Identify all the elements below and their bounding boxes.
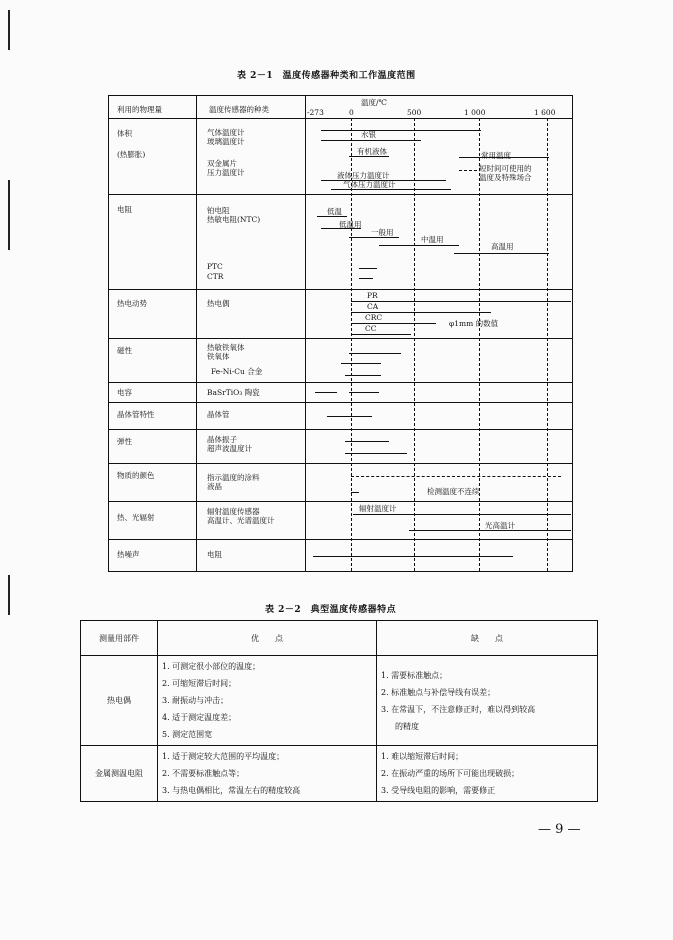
range-label: 常用温度	[481, 151, 511, 160]
range-label: CRC	[365, 313, 383, 322]
cons-item: 2. 标准触点与补偿导线有误差；	[381, 687, 496, 697]
pros-item: 2. 不需要标准触点等；	[162, 769, 245, 778]
range-label: 水银	[361, 130, 376, 139]
range-label: 有机液体	[357, 147, 387, 156]
page-edge-mark	[8, 10, 10, 50]
cons-item: 1. 需要标准触点；	[381, 670, 448, 680]
header-pros: 优 点	[158, 621, 377, 656]
sensor-type: 高温计、光谱温度计	[207, 516, 275, 525]
part-name: 热电偶	[81, 656, 158, 746]
sensor-type: 压力温度计	[207, 168, 245, 177]
sensor-type: 热敏铁氧体	[207, 343, 245, 352]
quantity-label: 热电动势	[117, 299, 147, 308]
page-number: — 9 —	[538, 822, 581, 837]
sensor-type: 热敏电阻(NTC)	[207, 215, 261, 224]
cons-item: 3. 受导线电阻的影响，需要修正	[381, 786, 496, 795]
header-quantity: 利用的物理量	[117, 105, 162, 114]
header-part: 测量用部件	[81, 621, 158, 656]
range-label: 温度及特殊场合	[479, 173, 532, 182]
pros-item: 4. 适于测定温度差；	[162, 713, 237, 722]
range-label: 短时间可使用的	[479, 164, 532, 173]
range-label: 气体压力温度计	[343, 180, 396, 189]
cons-cell	[377, 656, 598, 746]
pros-item: 3. 与热电偶相比，常温左右的精度较高	[162, 786, 301, 795]
tick-label: 1 000	[464, 108, 486, 117]
range-label: 高温用	[491, 242, 514, 251]
header-sensor-type: 温度传感器的种类	[209, 105, 269, 114]
table1-caption: 表 2－1 温度传感器种类和工作温度范围	[237, 71, 416, 81]
header-temperature: 温度/℃	[361, 98, 387, 107]
sensor-type: 液晶	[207, 482, 222, 491]
quantity-label: (热膨胀)	[117, 150, 146, 159]
quantity-label: 磁性	[117, 346, 132, 355]
cons-item: 2. 在振动严重的场所下可能出现破损；	[381, 769, 520, 778]
cons-cell	[377, 746, 598, 802]
typical-sensor-features-table	[80, 620, 598, 802]
quantity-label: 晶体管特性	[117, 410, 155, 419]
sensor-type: 双金属片	[207, 159, 237, 168]
sensor-type: BaSrTiO₃ 陶瓷	[207, 388, 260, 397]
quantity-label: 热噪声	[117, 550, 140, 559]
range-label: 一般用	[371, 228, 394, 237]
sensor-type: Fe-Ni-Cu 合金	[211, 367, 263, 376]
quantity-label: 物质的颜色	[117, 471, 155, 480]
tick-label: -273	[307, 108, 324, 117]
quantity-label: 电容	[117, 388, 132, 397]
table2-caption: 表 2－2 典型温度传感器特点	[265, 605, 397, 615]
tick-label: 0	[349, 108, 354, 117]
sensor-type: 铁氧体	[207, 352, 230, 361]
sensor-type: 晶体管	[207, 410, 230, 419]
quantity-label: 热、光辐射	[117, 513, 155, 522]
temperature-sensor-range-table	[108, 95, 573, 572]
pros-item: 2. 可缩短滞后时间；	[162, 679, 237, 688]
sensor-type: 热电偶	[207, 299, 230, 308]
sensor-type: PTC	[207, 262, 223, 271]
pros-cell	[158, 656, 377, 746]
sensor-type: 气体温度计	[207, 128, 245, 137]
pros-item: 1. 适于测定较大范围的平均温度；	[162, 752, 285, 761]
range-label: φ1mm 的数值	[449, 319, 499, 328]
pros-item: 5. 测定范围宽	[162, 730, 213, 739]
sensor-type: 晶体振子	[207, 435, 237, 444]
range-label: CC	[365, 324, 377, 333]
sensor-type: 铂电阻	[207, 206, 230, 215]
sensor-type: 超声波温度计	[207, 444, 252, 453]
range-label: 辐射温度计	[359, 504, 397, 513]
tick-label: 1 600	[534, 108, 556, 117]
sensor-type: CTR	[207, 272, 224, 281]
quantity-label: 体积	[117, 129, 132, 138]
pros-item: 3. 耐振动与冲击；	[162, 696, 229, 705]
cons-item: 1. 难以缩短滞后时间；	[381, 752, 464, 761]
sensor-type: 玻璃温度计	[207, 137, 245, 146]
cons-item: 3. 在常温下，不注意修正时，难以得到较高	[381, 704, 536, 714]
range-label: CA	[367, 302, 379, 311]
cons-item: 的精度	[395, 721, 419, 731]
sensor-type: 辐射温度传感器	[207, 507, 260, 516]
range-label: 检测温度不连续	[427, 487, 480, 496]
part-name: 金属测温电阻	[81, 746, 158, 802]
pros-cell	[158, 746, 377, 802]
page-edge-mark	[8, 180, 10, 250]
range-label: 液体压力温度计	[337, 171, 390, 180]
quantity-label: 电阻	[117, 205, 132, 214]
range-label: 光高温计	[485, 521, 515, 530]
range-label: 中温用	[421, 235, 444, 244]
range-label: 低温用	[339, 220, 362, 229]
tick-label: 500	[407, 108, 422, 117]
quantity-label: 弹性	[117, 437, 132, 446]
page-edge-mark	[8, 575, 10, 615]
sensor-type: 指示温度的涂料	[207, 473, 260, 482]
sensor-type: 电阻	[207, 550, 222, 559]
range-label: PR	[367, 291, 378, 300]
header-cons: 缺 点	[377, 621, 598, 656]
pros-item: 1. 可测定很小部位的温度；	[162, 662, 261, 671]
range-label: 低温	[327, 207, 342, 216]
